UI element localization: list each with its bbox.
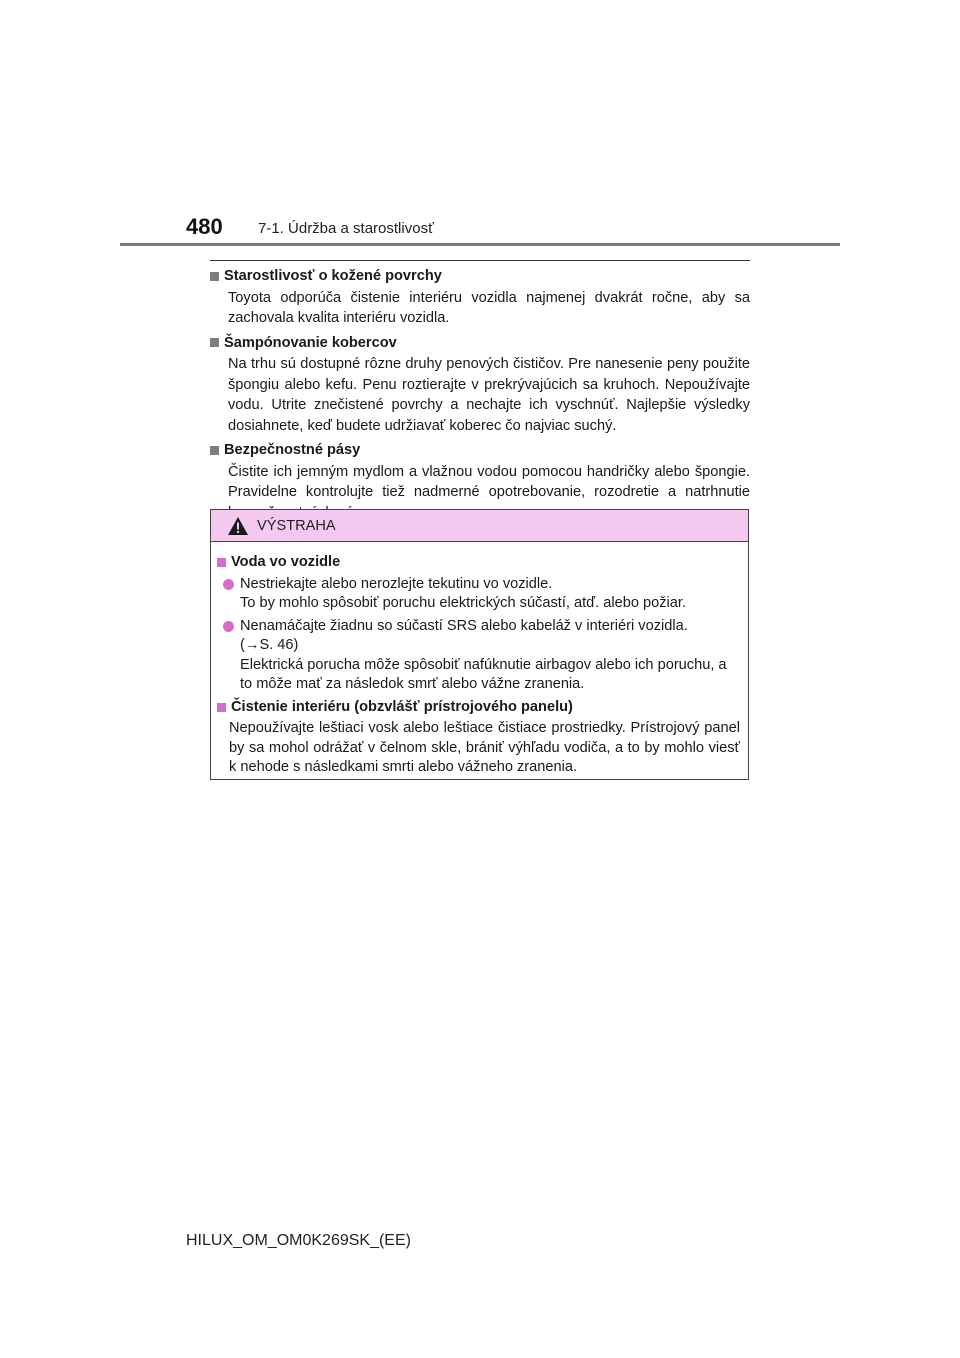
warning-bullet-text	[240, 575, 740, 614]
warning-title: VÝSTRAHA	[257, 517, 336, 534]
topic-heading	[210, 440, 750, 461]
page-number: 480	[186, 214, 223, 239]
warning-bullet	[223, 617, 740, 695]
warning-section-heading	[217, 553, 740, 573]
warning-section-heading-text: Čistenie interiéru (obzvlášť prístrojového panelu)	[231, 698, 573, 715]
warning-header	[211, 510, 748, 542]
warning-section-heading	[217, 698, 740, 718]
warning-bullet-content: Nestriekajte alebo nerozlejte tekutinu vo vozidle. To by mohlo spôsobiť poruchu elektrických súčastí, atď. alebo požiar.	[240, 575, 686, 611]
warning-bullet	[223, 575, 740, 614]
round-bullet-icon	[223, 621, 234, 632]
topic-leather-care	[210, 266, 750, 329]
footer-code: HILUX_OM_OM0K269SK_(EE)	[186, 1232, 411, 1249]
square-bullet-icon	[217, 703, 226, 712]
topic-heading-text: Bezpečnostné pásy	[224, 442, 361, 458]
warning-triangle-icon	[227, 516, 249, 536]
warning-paragraph: Nepoužívajte leštiaci vosk alebo leštiace čistiace prostriedky. Prístrojový panel by sa mohol odrážať v čelnom skle, brániť výhľadu vodiča, a to by mohlo viesť k nehode s následkami smrti alebo vážneho zranenia.	[229, 720, 740, 775]
topic-heading	[210, 333, 750, 354]
square-bullet-icon	[210, 272, 219, 281]
warning-bullet-text	[240, 617, 740, 695]
topic-body: Toyota odporúča čistenie interiéru vozidla najmenej dvakrát ročne, aby sa zachovala kvalita interiéru vozidla.	[228, 289, 750, 326]
warning-body	[211, 542, 748, 778]
topic-body: Čistite ich jemným mydlom a vlažnou vodou pomocou handričky alebo špongie. Pravidelne kontrolujte tiež nadmerné opotrebovanie, rozodretie a natrhnutie	[228, 463, 750, 500]
round-bullet-icon	[223, 579, 234, 590]
topic-heading	[210, 266, 750, 287]
square-bullet-icon	[210, 446, 219, 455]
warning-box	[210, 509, 749, 780]
topic-carpet-shampoo	[210, 333, 750, 437]
section-title: 7-1. Údržba a starostlivosť	[258, 220, 434, 237]
topic-heading-text: Starostlivosť o kožené povrchy	[224, 268, 442, 284]
square-bullet-icon	[217, 558, 226, 567]
content	[210, 266, 750, 527]
square-bullet-icon	[210, 338, 219, 347]
header-rule	[120, 243, 840, 246]
warning-bullet-content: Nenamáčajte žiadnu so súčastí SRS alebo kabeláž v interiéri vozidla. (→S. 46) Elektrická porucha môže spôsobiť nafúknutie airbagov alebo ich poruchu, a to môže mať za následok smrť alebo vážne zranenia.	[240, 617, 727, 692]
topic-heading-text: Šampónovanie kobercov	[224, 334, 397, 351]
content-rule	[210, 260, 750, 261]
warning-section-heading-text: Voda vo vozidle	[231, 554, 341, 570]
topic-body: Na trhu sú dostupné rôzne druhy penových čističov. Pre nanesenie peny použite špongiu alebo kefu. Penu roztierajte v prekrývajúcich sa kruhoch. Nepoužívajte vodu. Utrite znečistené povrchy a nechajte ich vyschnúť. Najlepšie výsledky dosiahnete, keď budete udržiavať koberec čo najviac suchý.	[228, 356, 750, 434]
